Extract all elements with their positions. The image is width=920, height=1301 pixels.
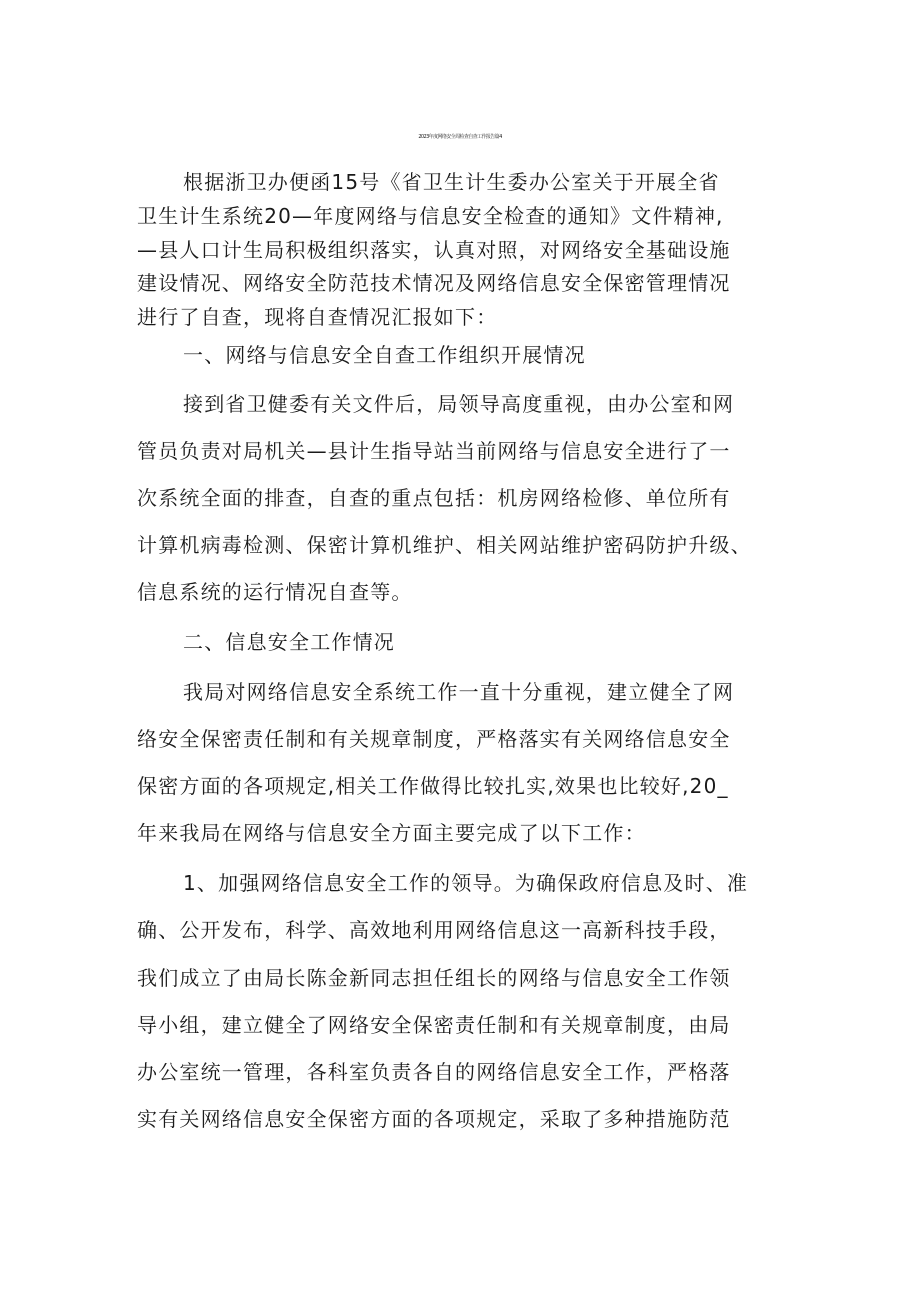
paragraph-line: 进行了自查，现将自查情况汇报如下：	[137, 305, 498, 329]
paragraph-line: 络安全保密责任制和有关规章制度，严格落实有关网络信息安全	[137, 727, 731, 751]
paragraph-line: 计算机病毒检测、保密计算机维护、相关网站维护密码防护升级、	[137, 533, 752, 557]
paragraph-line: 建设情况、网络安全防范技术情况及网络信息安全保密管理情况	[137, 271, 731, 295]
document-title: 2023年度网络安全周检查自查工作报告篇4	[418, 134, 502, 140]
paragraph-line: 根据浙卫办便函15号《省卫生计生委办公室关于开展全省	[183, 170, 720, 194]
section-heading: 二、信息安全工作情况	[183, 630, 395, 654]
paragraph-line: 1、加强网络信息安全工作的领导。为确保政府信息及时、准	[183, 871, 749, 895]
paragraph-line: 年来我局在网络与信息安全方面主要完成了以下工作：	[137, 821, 646, 845]
paragraph-line: 管员负责对局机关—县计生指导站当前网络与信息安全进行了一	[137, 439, 731, 463]
paragraph-line: 接到省卫健委有关文件后，局领导高度重视，由办公室和网	[183, 392, 735, 416]
paragraph-line: 卫生计生系统20—年度网络与信息安全检查的通知》文件精神,	[137, 204, 724, 228]
paragraph-line: 实有关网络信息安全保密方面的各项规定，采取了多种措施防范	[137, 1107, 731, 1131]
paragraph-line: 信息系统的运行情况自查等。	[137, 580, 413, 604]
paragraph-line: 办公室统一管理，各科室负责各自的网络信息安全工作，严格落	[137, 1060, 731, 1084]
paragraph-line: 我局对网络信息安全系统工作一直十分重视，建立健全了网	[183, 680, 735, 704]
paragraph-line: 导小组，建立健全了网络安全保密责任制和有关规章制度，由局	[137, 1013, 731, 1037]
paragraph-line: 我们成立了由局长陈金新同志担任组长的网络与信息安全工作领	[137, 966, 731, 990]
paragraph-line: 保密方面的各项规定,相关工作做得比较扎实,效果也比较好,20_	[137, 774, 729, 798]
paragraph-line: 确、公开发布，科学、高效地利用网络信息这一高新科技手段，	[137, 918, 731, 942]
paragraph-line: —县人口计生局积极组织落实，认真对照，对网络安全基础设施	[137, 238, 731, 262]
section-heading: 一、网络与信息安全自查工作组织开展情况	[183, 343, 586, 367]
paragraph-line: 次系统全面的排查，自查的重点包括：机房网络检修、单位所有	[137, 486, 731, 510]
